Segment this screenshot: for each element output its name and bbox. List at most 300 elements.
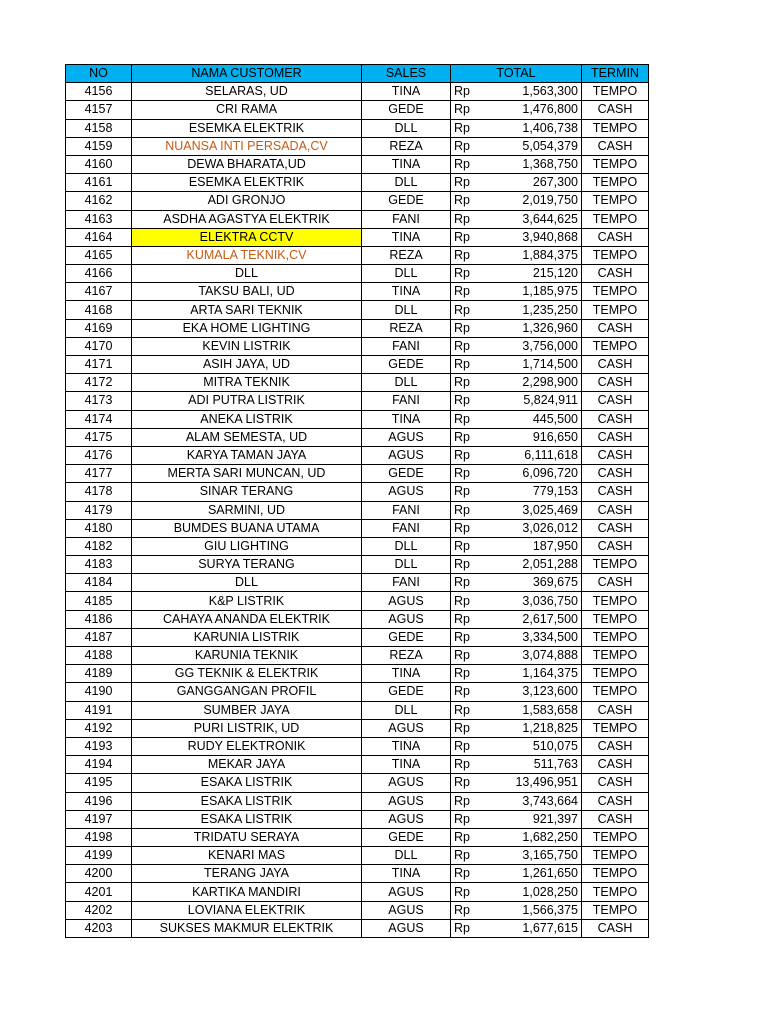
cell-currency: Rp: [451, 137, 486, 155]
cell-total: 916,650: [485, 428, 582, 446]
cell-currency: Rp: [451, 719, 486, 737]
cell-termin: TEMPO: [582, 301, 649, 319]
cell-no: 4188: [66, 647, 132, 665]
cell-customer: ADI GRONJO: [132, 192, 362, 210]
cell-total: 6,111,618: [485, 446, 582, 464]
header-sales: SALES: [362, 65, 451, 83]
cell-customer: LOVIANA ELEKTRIK: [132, 901, 362, 919]
cell-sales: GEDE: [362, 683, 451, 701]
cell-sales: AGUS: [362, 719, 451, 737]
cell-total: 2,617,500: [485, 610, 582, 628]
cell-customer: ESEMKA ELEKTRIK: [132, 174, 362, 192]
table-row: [66, 919, 649, 937]
cell-sales: DLL: [362, 556, 451, 574]
cell-total: 3,026,012: [485, 519, 582, 537]
cell-total: 2,298,900: [485, 374, 582, 392]
cell-no: 4168: [66, 301, 132, 319]
cell-sales: DLL: [362, 537, 451, 555]
cell-sales: AGUS: [362, 483, 451, 501]
cell-customer: CRI RAMA: [132, 101, 362, 119]
table-row: [66, 592, 649, 610]
table-row: [66, 356, 649, 374]
cell-customer: ESEMKA ELEKTRIK: [132, 119, 362, 137]
table-row: [66, 319, 649, 337]
cell-sales: DLL: [362, 847, 451, 865]
cell-customer: RUDY ELEKTRONIK: [132, 737, 362, 755]
cell-sales: TINA: [362, 665, 451, 683]
cell-currency: Rp: [451, 246, 486, 264]
cell-no: 4178: [66, 483, 132, 501]
cell-total: 1,261,650: [485, 865, 582, 883]
cell-customer: DLL: [132, 574, 362, 592]
cell-currency: Rp: [451, 283, 486, 301]
header-termin: TERMIN: [582, 65, 649, 83]
cell-no: 4171: [66, 356, 132, 374]
cell-termin: TEMPO: [582, 683, 649, 701]
table-row: [66, 610, 649, 628]
cell-no: 4164: [66, 228, 132, 246]
table-row: [66, 174, 649, 192]
table-row: [66, 192, 649, 210]
cell-sales: AGUS: [362, 883, 451, 901]
cell-currency: Rp: [451, 828, 486, 846]
cell-customer: KARYA TAMAN JAYA: [132, 446, 362, 464]
cell-termin: CASH: [582, 574, 649, 592]
cell-no: 4156: [66, 83, 132, 101]
cell-currency: Rp: [451, 465, 486, 483]
table-row: [66, 101, 649, 119]
cell-total: 1,235,250: [485, 301, 582, 319]
cell-currency: Rp: [451, 83, 486, 101]
cell-customer: GIU LIGHTING: [132, 537, 362, 555]
cell-no: 4161: [66, 174, 132, 192]
cell-no: 4182: [66, 537, 132, 555]
cell-sales: GEDE: [362, 192, 451, 210]
cell-termin: TEMPO: [582, 246, 649, 264]
cell-currency: Rp: [451, 410, 486, 428]
table-row: [66, 246, 649, 264]
cell-total: 1,566,375: [485, 901, 582, 919]
cell-termin: TEMPO: [582, 865, 649, 883]
cell-termin: TEMPO: [582, 119, 649, 137]
cell-termin: TEMPO: [582, 192, 649, 210]
table-row: [66, 865, 649, 883]
cell-sales: REZA: [362, 319, 451, 337]
cell-sales: DLL: [362, 265, 451, 283]
cell-customer: KENARI MAS: [132, 847, 362, 865]
cell-no: 4189: [66, 665, 132, 683]
cell-termin: CASH: [582, 319, 649, 337]
cell-currency: Rp: [451, 756, 486, 774]
cell-no: 4162: [66, 192, 132, 210]
table-row: [66, 210, 649, 228]
cell-no: 4194: [66, 756, 132, 774]
cell-total: 921,397: [485, 810, 582, 828]
cell-currency: Rp: [451, 810, 486, 828]
cell-termin: CASH: [582, 756, 649, 774]
cell-termin: TEMPO: [582, 337, 649, 355]
cell-customer: SARMINI, UD: [132, 501, 362, 519]
cell-currency: Rp: [451, 301, 486, 319]
cell-no: 4198: [66, 828, 132, 846]
cell-currency: Rp: [451, 155, 486, 173]
cell-total: 511,763: [485, 756, 582, 774]
cell-total: 1,476,800: [485, 101, 582, 119]
cell-no: 4186: [66, 610, 132, 628]
cell-sales: REZA: [362, 137, 451, 155]
cell-currency: Rp: [451, 101, 486, 119]
cell-no: 4201: [66, 883, 132, 901]
cell-currency: Rp: [451, 556, 486, 574]
cell-sales: FANI: [362, 519, 451, 537]
cell-termin: TEMPO: [582, 901, 649, 919]
table-row: [66, 556, 649, 574]
cell-total: 3,940,868: [485, 228, 582, 246]
cell-termin: TEMPO: [582, 647, 649, 665]
cell-termin: TEMPO: [582, 283, 649, 301]
cell-no: 4169: [66, 319, 132, 337]
cell-sales: GEDE: [362, 356, 451, 374]
table-row: [66, 501, 649, 519]
cell-no: 4176: [66, 446, 132, 464]
cell-currency: Rp: [451, 428, 486, 446]
cell-termin: TEMPO: [582, 828, 649, 846]
cell-customer: CAHAYA ANANDA ELEKTRIK: [132, 610, 362, 628]
cell-no: 4177: [66, 465, 132, 483]
table-row: [66, 465, 649, 483]
cell-customer: PURI LISTRIK, UD: [132, 719, 362, 737]
cell-currency: Rp: [451, 174, 486, 192]
cell-currency: Rp: [451, 610, 486, 628]
cell-total: 1,028,250: [485, 883, 582, 901]
cell-total: 3,036,750: [485, 592, 582, 610]
table-row: [66, 446, 649, 464]
cell-sales: TINA: [362, 83, 451, 101]
table-row: [66, 901, 649, 919]
cell-currency: Rp: [451, 119, 486, 137]
cell-termin: CASH: [582, 501, 649, 519]
cell-sales: GEDE: [362, 101, 451, 119]
table-row: [66, 392, 649, 410]
cell-sales: FANI: [362, 574, 451, 592]
table-row: [66, 628, 649, 646]
cell-total: 3,074,888: [485, 647, 582, 665]
cell-total: 5,824,911: [485, 392, 582, 410]
cell-customer: KUMALA TEKNIK,CV: [132, 246, 362, 264]
cell-total: 1,563,300: [485, 83, 582, 101]
table-row: [66, 83, 649, 101]
table-row: [66, 665, 649, 683]
cell-termin: CASH: [582, 265, 649, 283]
cell-currency: Rp: [451, 647, 486, 665]
cell-customer: SELARAS, UD: [132, 83, 362, 101]
cell-sales: FANI: [362, 392, 451, 410]
cell-currency: Rp: [451, 683, 486, 701]
cell-no: 4199: [66, 847, 132, 865]
cell-termin: CASH: [582, 410, 649, 428]
cell-currency: Rp: [451, 737, 486, 755]
cell-termin: CASH: [582, 483, 649, 501]
cell-sales: TINA: [362, 283, 451, 301]
cell-termin: TEMPO: [582, 592, 649, 610]
cell-termin: CASH: [582, 465, 649, 483]
cell-total: 3,756,000: [485, 337, 582, 355]
cell-customer: ESAKA LISTRIK: [132, 774, 362, 792]
cell-termin: CASH: [582, 537, 649, 555]
cell-total: 779,153: [485, 483, 582, 501]
table-row: [66, 774, 649, 792]
cell-termin: TEMPO: [582, 665, 649, 683]
cell-customer: DEWA BHARATA,UD: [132, 155, 362, 173]
cell-sales: TINA: [362, 228, 451, 246]
cell-total: 1,677,615: [485, 919, 582, 937]
cell-sales: REZA: [362, 246, 451, 264]
header-no: NO: [66, 65, 132, 83]
cell-currency: Rp: [451, 847, 486, 865]
cell-currency: Rp: [451, 537, 486, 555]
cell-sales: TINA: [362, 155, 451, 173]
sales-table: [65, 64, 649, 938]
cell-customer: KARUNIA LISTRIK: [132, 628, 362, 646]
cell-no: 4200: [66, 865, 132, 883]
cell-no: 4170: [66, 337, 132, 355]
cell-no: 4185: [66, 592, 132, 610]
cell-no: 4179: [66, 501, 132, 519]
cell-currency: Rp: [451, 628, 486, 646]
cell-no: 4173: [66, 392, 132, 410]
cell-customer: K&P LISTRIK: [132, 592, 362, 610]
cell-currency: Rp: [451, 192, 486, 210]
cell-termin: CASH: [582, 228, 649, 246]
cell-total: 445,500: [485, 410, 582, 428]
cell-currency: Rp: [451, 592, 486, 610]
cell-currency: Rp: [451, 501, 486, 519]
table-row: [66, 483, 649, 501]
cell-customer: SUMBER JAYA: [132, 701, 362, 719]
cell-currency: Rp: [451, 319, 486, 337]
cell-customer: SINAR TERANG: [132, 483, 362, 501]
cell-termin: CASH: [582, 446, 649, 464]
cell-total: 1,185,975: [485, 283, 582, 301]
cell-no: 4157: [66, 101, 132, 119]
cell-total: 1,218,825: [485, 719, 582, 737]
cell-total: 1,884,375: [485, 246, 582, 264]
cell-termin: CASH: [582, 101, 649, 119]
cell-total: 5,054,379: [485, 137, 582, 155]
table-row: [66, 519, 649, 537]
cell-total: 6,096,720: [485, 465, 582, 483]
cell-total: 1,714,500: [485, 356, 582, 374]
cell-customer: KEVIN LISTRIK: [132, 337, 362, 355]
cell-termin: TEMPO: [582, 556, 649, 574]
cell-no: 4196: [66, 792, 132, 810]
table-row: [66, 410, 649, 428]
table-row: [66, 374, 649, 392]
cell-sales: FANI: [362, 501, 451, 519]
cell-currency: Rp: [451, 483, 486, 501]
cell-sales: GEDE: [362, 465, 451, 483]
cell-customer: KARUNIA TEKNIK: [132, 647, 362, 665]
header-row: [66, 65, 649, 83]
cell-termin: CASH: [582, 737, 649, 755]
cell-currency: Rp: [451, 265, 486, 283]
table-row: [66, 301, 649, 319]
cell-no: 4183: [66, 556, 132, 574]
cell-customer: ALAM SEMESTA, UD: [132, 428, 362, 446]
cell-termin: TEMPO: [582, 210, 649, 228]
cell-termin: TEMPO: [582, 174, 649, 192]
cell-termin: TEMPO: [582, 847, 649, 865]
cell-no: 4197: [66, 810, 132, 828]
table-row: [66, 792, 649, 810]
cell-customer: ADI PUTRA LISTRIK: [132, 392, 362, 410]
cell-no: 4193: [66, 737, 132, 755]
table-row: [66, 283, 649, 301]
cell-customer: KARTIKA MANDIRI: [132, 883, 362, 901]
cell-customer: SUKSES MAKMUR ELEKTRIK: [132, 919, 362, 937]
cell-total: 510,075: [485, 737, 582, 755]
table-row: [66, 828, 649, 846]
cell-customer: MERTA SARI MUNCAN, UD: [132, 465, 362, 483]
cell-no: 4192: [66, 719, 132, 737]
cell-total: 3,334,500: [485, 628, 582, 646]
cell-sales: REZA: [362, 647, 451, 665]
table-row: [66, 847, 649, 865]
cell-total: 1,326,960: [485, 319, 582, 337]
cell-currency: Rp: [451, 392, 486, 410]
cell-sales: DLL: [362, 301, 451, 319]
table-body: [66, 83, 649, 938]
cell-currency: Rp: [451, 701, 486, 719]
cell-customer: TRIDATU SERAYA: [132, 828, 362, 846]
cell-no: 4165: [66, 246, 132, 264]
cell-sales: TINA: [362, 756, 451, 774]
cell-customer: GANGGANGAN PROFIL: [132, 683, 362, 701]
cell-total: 1,406,738: [485, 119, 582, 137]
table-row: [66, 265, 649, 283]
table-row: [66, 756, 649, 774]
cell-customer: SURYA TERANG: [132, 556, 362, 574]
cell-total: 215,120: [485, 265, 582, 283]
cell-sales: FANI: [362, 210, 451, 228]
cell-total: 3,644,625: [485, 210, 582, 228]
cell-total: 1,583,658: [485, 701, 582, 719]
cell-customer: TERANG JAYA: [132, 865, 362, 883]
cell-currency: Rp: [451, 792, 486, 810]
cell-sales: AGUS: [362, 919, 451, 937]
cell-total: 3,165,750: [485, 847, 582, 865]
cell-termin: CASH: [582, 810, 649, 828]
cell-customer: EKA HOME LIGHTING: [132, 319, 362, 337]
cell-no: 4180: [66, 519, 132, 537]
cell-sales: AGUS: [362, 774, 451, 792]
cell-customer: ASIH JAYA, UD: [132, 356, 362, 374]
cell-no: 4175: [66, 428, 132, 446]
table-row: [66, 574, 649, 592]
table-row: [66, 883, 649, 901]
cell-currency: Rp: [451, 356, 486, 374]
cell-no: 4195: [66, 774, 132, 792]
cell-customer: MITRA TEKNIK: [132, 374, 362, 392]
cell-sales: TINA: [362, 410, 451, 428]
cell-customer: TAKSU BALI, UD: [132, 283, 362, 301]
cell-currency: Rp: [451, 883, 486, 901]
cell-termin: TEMPO: [582, 883, 649, 901]
cell-no: 4203: [66, 919, 132, 937]
cell-sales: AGUS: [362, 810, 451, 828]
cell-no: 4167: [66, 283, 132, 301]
cell-total: 369,675: [485, 574, 582, 592]
header-total: TOTAL: [451, 65, 582, 83]
cell-total: 2,019,750: [485, 192, 582, 210]
cell-sales: AGUS: [362, 428, 451, 446]
cell-currency: Rp: [451, 228, 486, 246]
cell-currency: Rp: [451, 337, 486, 355]
cell-currency: Rp: [451, 865, 486, 883]
cell-customer: NUANSA INTI PERSADA,CV: [132, 137, 362, 155]
cell-termin: CASH: [582, 519, 649, 537]
cell-termin: CASH: [582, 919, 649, 937]
cell-customer: GG TEKNIK & ELEKTRIK: [132, 665, 362, 683]
cell-sales: AGUS: [362, 592, 451, 610]
header-customer: NAMA CUSTOMER: [132, 65, 362, 83]
table-row: [66, 137, 649, 155]
table-row: [66, 683, 649, 701]
cell-customer: MEKAR JAYA: [132, 756, 362, 774]
cell-sales: AGUS: [362, 446, 451, 464]
table-row: [66, 228, 649, 246]
cell-no: 4202: [66, 901, 132, 919]
cell-customer: ANEKA LISTRIK: [132, 410, 362, 428]
cell-currency: Rp: [451, 446, 486, 464]
cell-currency: Rp: [451, 774, 486, 792]
cell-no: 4174: [66, 410, 132, 428]
cell-total: 3,743,664: [485, 792, 582, 810]
table-row: [66, 647, 649, 665]
cell-termin: TEMPO: [582, 719, 649, 737]
cell-currency: Rp: [451, 901, 486, 919]
cell-sales: DLL: [362, 174, 451, 192]
cell-total: 3,123,600: [485, 683, 582, 701]
cell-total: 13,496,951: [485, 774, 582, 792]
table-row: [66, 810, 649, 828]
cell-termin: CASH: [582, 428, 649, 446]
cell-customer: ELEKTRA CCTV: [132, 228, 362, 246]
cell-termin: CASH: [582, 137, 649, 155]
cell-no: 4160: [66, 155, 132, 173]
cell-total: 187,950: [485, 537, 582, 555]
cell-currency: Rp: [451, 374, 486, 392]
cell-no: 4158: [66, 119, 132, 137]
cell-termin: CASH: [582, 392, 649, 410]
cell-sales: DLL: [362, 119, 451, 137]
cell-sales: GEDE: [362, 828, 451, 846]
cell-termin: CASH: [582, 792, 649, 810]
cell-customer: ESAKA LISTRIK: [132, 792, 362, 810]
cell-currency: Rp: [451, 210, 486, 228]
cell-total: 1,368,750: [485, 155, 582, 173]
cell-total: 267,300: [485, 174, 582, 192]
cell-no: 4190: [66, 683, 132, 701]
cell-no: 4184: [66, 574, 132, 592]
cell-sales: AGUS: [362, 610, 451, 628]
cell-currency: Rp: [451, 919, 486, 937]
cell-sales: GEDE: [362, 628, 451, 646]
cell-customer: ASDHA AGASTYA ELEKTRIK: [132, 210, 362, 228]
cell-no: 4172: [66, 374, 132, 392]
cell-termin: CASH: [582, 374, 649, 392]
table-row: [66, 337, 649, 355]
